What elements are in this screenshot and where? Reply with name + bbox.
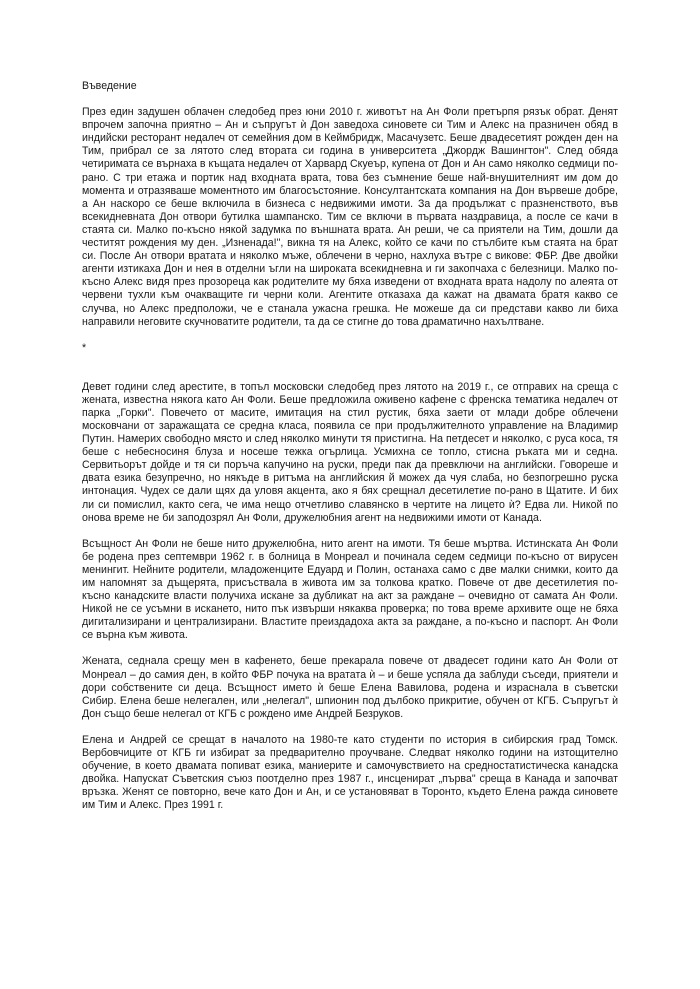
paragraph-elena-vavilova: Жената, седнала срещу мен в кафенето, беше прекарала повече от двадесет години като Ан Фоли от Монреал – до самия ден, в който ФБР почука на вратата ѝ – и беше успяла да заблуди съседи, приятели и дори собствените си деца. Всъщност името ѝ беше Елена Вавилова, родена и израснала в съветски Сибир. Елена беше нелегален, или „нелегал", шпионин под дълбоко прикритие, обучен от КГБ. Съпругът ѝ Дон също беше нелегал от КГБ с рождено име Андрей Безруков. — [82, 655, 618, 720]
section-separator: * — [82, 341, 87, 354]
section-heading: Въведение — [82, 80, 137, 92]
document-page — [82, 80, 618, 826]
paragraph-arrest: През един задушен облачен следобед през юни 2010 г. животът на Ан Фоли претърпя рязък обрат. Денят впрочем започна приятно – Ан и съпругът ѝ Дон заведоха синовете си Тим и Алекс на празничен обяд в индийски ресторант недалеч от семейния дом в Кеймбридж, Масачузетс. Беше двадесетият рожден ден на Тим, прибрал се за лятото след втората си година в университета „Джордж Вашингтон". След обяда четиримата се върнаха в къщата недалеч от Харвард Скуеър, купена от Дон и Ан само няколко седмици по-рано. С три етажа и портик над входната врата, това без съмнение беше най-внушителният им дом до момента и отразяваше моментното им благосъстояние. Консултантската компания на Дон вървеше добре, а Ан наскоро се беше включила в бизнеса с недвижими имоти. За да продължат с празненството, във всекидневната Дон отвори бутилка шампанско. Тим се включи в първата наздравица, а после се качи в стаята си. Малко по-късно някой задумка по външната врата. Ан реши, че са приятели на Тим, дошли да честитят рождения му ден. „Изненада!", викна тя на Алекс, който се качи по стълбите към стаята на брат си. После Ан отвори вратата и няколко мъже, облечени в черно, нахлуха вътре с викове: ФБР. Две двойки агенти изтикаха Дон и нея в отделни ъгли на широката всекидневна и ги закопчаха с белезници. Малко по-късно Алекс видя през прозореца как родителите му бяха изведени от входната врата надолу по алеята от червени тухли към очакващите ги черни коли. Агентите отказаха да кажат на двамата братя какво се случва, но Алекс предположи, че е станала ужасна грешка. Не можеше да си представи какво ли биха направили неговите скучноватите родители, та да се стигне до това драматично нахълтване. — [82, 106, 618, 328]
paragraph-moscow-meeting: Девет години след арестите, в топъл московски следобед през лятото на 2019 г., се отправих на среща с жената, известна някога като Ан Фоли. Беше предложила оживено кафене с френска тематика недалеч от парка „Горки". Повечето от масите, имитация на стил рустик, бяха заети от млади добре облечени московчани от заражащата се средна класа, появила се при продължителното управление на Владимир Путин. Намерих свободно място и след няколко минути тя пристигна. На петдесет и няколко, с руса коса, тя беше с небесносиня блуза и носеше тежка огърлица. Усмихна се топло, стисна ръката ми и седна. Сервитьорът дойде и тя си поръча капучино на руски, преди пак да превключи на английски. Говореше и двата езика безупречно, но някъде в ритъма на английския й можех да чуя слаба, но безпогрешно руска интонация. Чудех се дали щях да уловя акцента, ако я бях срещнал десетилетие по-рано в Щатите. И бих ли си помислил, както сега, че има нещо отчетливо славянско в чертите на лицето ѝ? Едва ли. Никой по онова време не би заподозрял Ан Фоли, дружелюбния агент на недвижими имоти от Канада. — [82, 380, 618, 524]
paragraph-real-ann-foley: Всъщност Ан Фоли не беше нито дружелюбна, нито агент на имоти. Тя беше мъртва. Истинската Ан Фоли бе родена през септември 1962 г. в болница в Монреал и починала седем седмици по-късно от вирусен менингит. Нейните родители, младоженците Едуард и Полин, останаха само с две малки снимки, които да им напомнят за дъщерята, присъствала в живота им за толкова кратко. Повече от две десетилетия по-късно канадските власти получиха искане за дубликат на акт за раждане – очевидно от самата Ан Фоли. Никой не се усъмни в искането, нито пък извърши някаква проверка; по това време архивите още не бяха дигитализирани и централизирани. Властите преиздадоха акта за раждане, а по-късно и паспорт. Ан Фоли се върна към живота. — [82, 537, 618, 642]
paragraph-tomsk: Елена и Андрей се срещат в началото на 1980-те като студенти по история в сибирския град Томск. Вербовчиците от КГБ ги избират за предварително проучване. Следват няколко години на изтощително обучение, в което двамата попиват езика, маниерите и самочувствието на средностатистическа канадска двойка. Напускат Съветския съюз поотделно през 1987 г., инсценират „първа" среща в Канада и започват връзка. Женят се повторно, вече като Дон и Ан, и се установяват в Торонто, където Елена ражда синовете им Тим и Алекс. През 1991 г. — [82, 733, 618, 812]
